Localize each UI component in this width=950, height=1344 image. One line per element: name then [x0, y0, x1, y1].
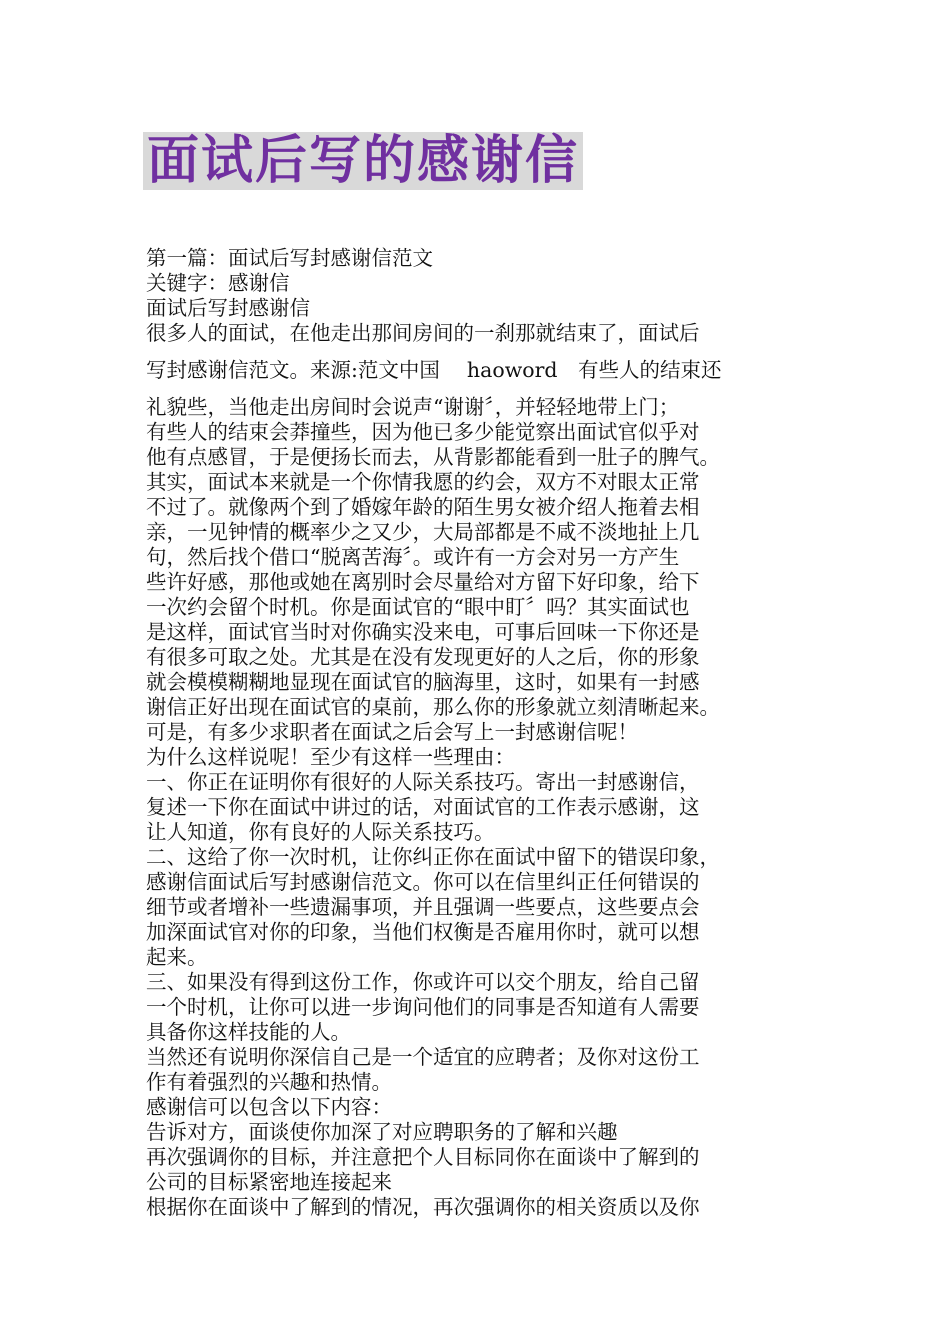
body-line: 告诉对方，面谈使你加深了对应聘职务的了解和兴趣: [146, 1120, 618, 1144]
body-line: 很多人的面试，在他走出那间房间的一刹那就结束了，面试后: [146, 321, 700, 345]
body-line: 三、如果没有得到这份工作，你或许可以交个朋友，给自己留: [146, 970, 700, 994]
body-line: 谢信正好出现在面试官的桌前，那么你的形象就立刻清晰起来。: [146, 695, 720, 719]
body-line: 句，然后找个借口“脱离苦海〞。或许有一方会对另一方产生: [146, 545, 680, 569]
body-line: 感谢信可以包含以下内容：: [146, 1095, 392, 1119]
body-line: 加深面试官对你的印象，当他们权衡是否雇用你时，就可以想: [146, 920, 700, 944]
body-line: 感谢信面试后写封感谢信范文。你可以在信里纠正任何错误的: [146, 870, 700, 894]
body-line: 为什么这样说呢！至少有这样一些理由：: [146, 745, 515, 769]
body-line: 不过了。就像两个到了婚嫁年龄的陌生男女被介绍人拖着去相: [146, 495, 700, 519]
page-title: 面试后写的感谢信: [143, 132, 583, 190]
body-line: 一个时机，让你可以进一步询问他们的同事是否知道有人需要: [146, 995, 700, 1019]
body-line: 一次约会留个时机。你是面试官的“眼中盯〞吗？其实面试也: [146, 595, 690, 619]
body-line: 就会模模糊糊地显现在面试官的脑海里，这时，如果有一封感: [146, 670, 700, 694]
body-line: 一、你正在证明你有很好的人际关系技巧。寄出一封感谢信，: [146, 770, 700, 794]
body-line: 可是，有多少求职者在面试之后会写上一封感谢信呢！: [146, 720, 638, 744]
body-line: 复述一下你在面试中讲过的话，对面试官的工作表示感谢，这: [146, 795, 700, 819]
body-line: 是这样，面试官当时对你确实没来电，可事后回味一下你还是: [146, 620, 700, 644]
body-line: 有些人的结束会莽撞些，因为他已多少能觉察出面试官似乎对: [146, 420, 700, 444]
body-line: 礼貌些，当他走出房间时会说声“谢谢〞，并轻轻地带上门；: [146, 395, 680, 419]
body-line: 根据你在面谈中了解到的情况，再次强调你的相关资质以及你: [146, 1195, 700, 1219]
body-line: 些许好感，那他或她在离别时会尽量给对方留下好印象，给下: [146, 570, 700, 594]
body-line: 细节或者增补一些遗漏事项，并且强调一些要点，这些要点会: [146, 895, 700, 919]
body-line: 他有点感冒，于是便扬长而去，从背影都能看到一肚子的脾气。: [146, 445, 720, 469]
body-line: 关键字：感谢信: [146, 271, 290, 295]
body-line: 作有着强烈的兴趣和热情。: [146, 1070, 392, 1094]
body-line: 起来。: [146, 945, 208, 969]
body-line: 再次强调你的目标，并注意把个人目标同你在面谈中了解到的: [146, 1145, 700, 1169]
body-line: 亲，一见钟情的概率少之又少，大局部都是不咸不淡地扯上几: [146, 520, 700, 544]
body-line: 当然还有说明你深信自己是一个适宜的应聘者；及你对这份工: [146, 1045, 700, 1069]
body-line: 具备你这样技能的人。: [146, 1020, 351, 1044]
document-body: [146, 246, 826, 1220]
body-line: 其实，面试本来就是一个你情我愿的约会，双方不对眼太正常: [146, 470, 700, 494]
body-line: 二、这给了你一次时机，让你纠正你在面试中留下的错误印象，: [146, 845, 720, 869]
body-line: 让人知道，你有良好的人际关系技巧。: [146, 820, 495, 844]
body-line: 第一篇：面试后写封感谢信范文: [146, 246, 433, 270]
body-line: 写封感谢信范文。来源:范文中国 haoword 有些人的结束还: [146, 358, 722, 382]
body-line: 面试后写封感谢信: [146, 296, 310, 320]
body-line: 公司的目标紧密地连接起来: [146, 1170, 392, 1194]
body-line: 有很多可取之处。尤其是在没有发现更好的人之后，你的形象: [146, 645, 700, 669]
